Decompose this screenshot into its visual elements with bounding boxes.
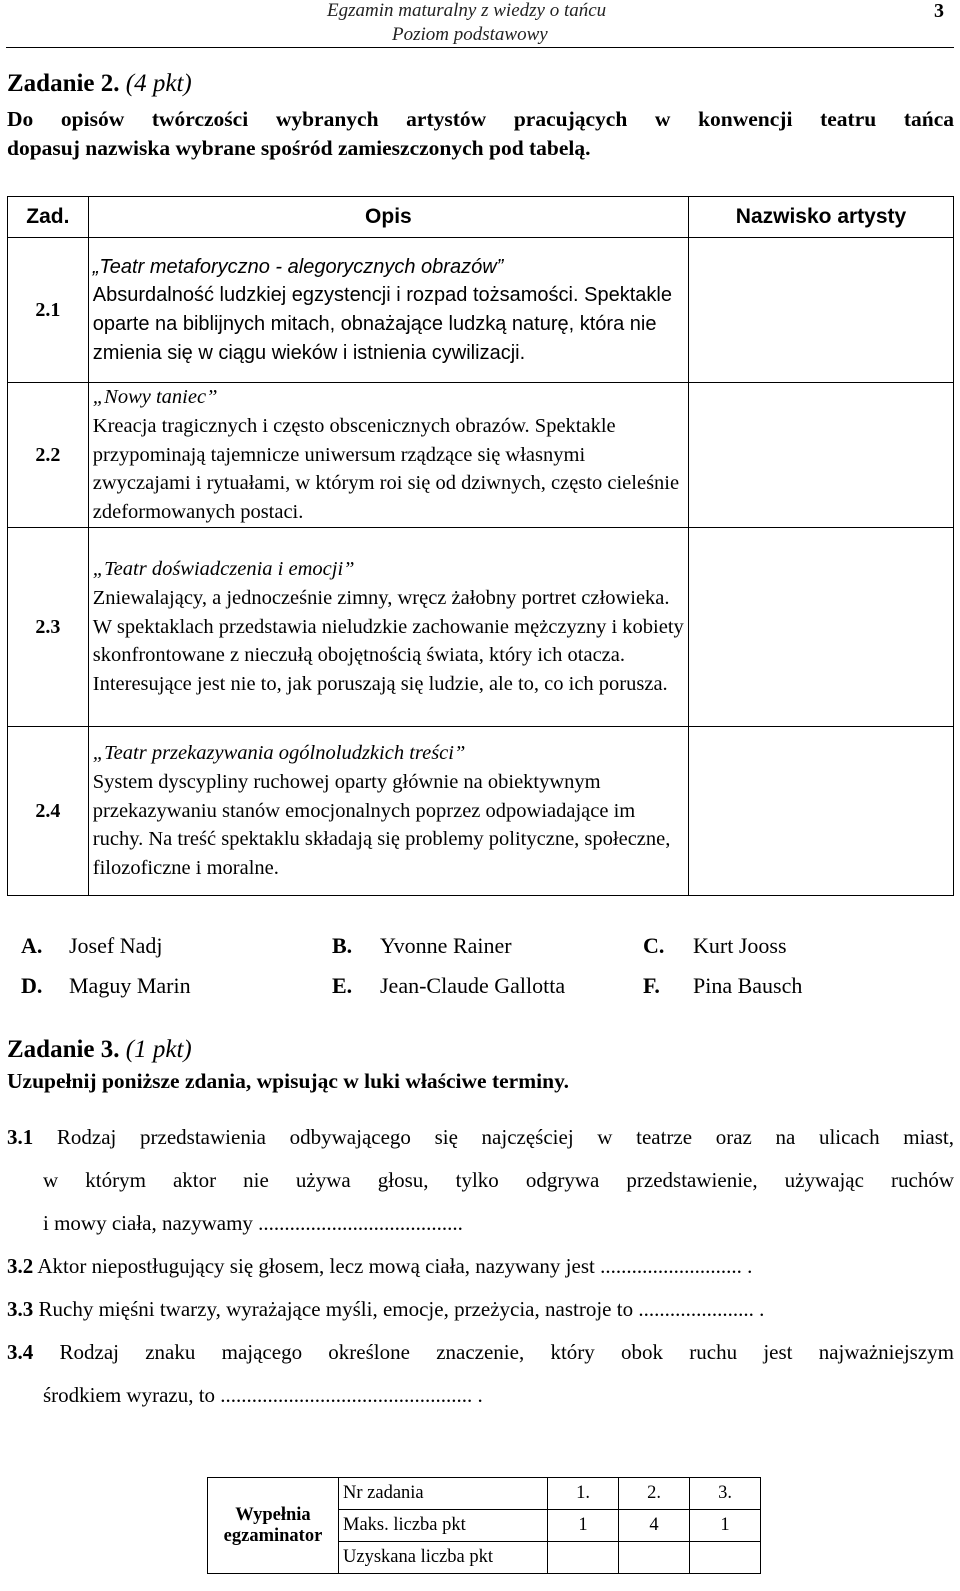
table-row	[8, 727, 954, 896]
option-name: Jean-Claude Gallotta	[380, 973, 566, 998]
sentence-text: Rodzaj przedstawienia odbywającego się najczęściej w teatrze oraz na ulicach miast,	[56, 1125, 955, 1149]
score-cell: 4	[619, 1510, 690, 1542]
artist-options	[7, 933, 954, 1013]
row-description	[88, 238, 688, 383]
row-number: 2.3	[8, 528, 89, 727]
row-text: System dyscypliny ruchowej oparty głównie na obiektywnym przekazywaniu stanów emocjonalnych poprzez odpowiadające im ruchy. Na treść spektaklu składają się problemy polityczne, społeczne, filozoficzne i moralne.	[92, 770, 671, 880]
row-text: Kreacja tragicznych i często obscenicznych obrazów. Spektakle przypominają tajemnicze uniwersum rządzące się własnymi zwyczajami i rytuałami, w którym roi się od dziwnych, często cieleśnie zdeformowanych postaci.	[92, 414, 680, 524]
score-cell: 1	[548, 1510, 619, 1542]
obtained-score-2[interactable]	[619, 1542, 690, 1574]
answer-cell-2-3[interactable]	[689, 528, 954, 727]
score-row-label: Uzyskana liczba pkt	[339, 1542, 548, 1574]
score-cell: 1.	[548, 1478, 619, 1510]
task2-title: Zadanie 2. (4 pkt)	[7, 70, 192, 97]
option-key: A.	[21, 933, 43, 958]
option-key: B.	[332, 933, 353, 958]
sentence-gap[interactable]: środkiem wyrazu, to ................................................ .	[43, 1383, 483, 1407]
table-header-row	[8, 197, 954, 238]
sentence-text[interactable]: Aktor niepostługujący się głosem, lecz mową ciała, nazywany jest ........................... .	[37, 1254, 753, 1278]
score-cell: 2.	[619, 1478, 690, 1510]
option-key: E.	[332, 973, 353, 998]
sentence-gap[interactable]: i mowy ciała, nazywamy .......................................	[43, 1211, 463, 1235]
row-description	[88, 727, 688, 896]
row-number: 2.4	[8, 727, 89, 896]
page-header	[0, 0, 960, 48]
sentence-text: Rodzaj znaku mającego określone znaczenie, który obok ruchu jest najważniejszym	[59, 1340, 955, 1364]
table-row	[8, 383, 954, 528]
sentence-3-1	[7, 1116, 954, 1245]
row-title: „Teatr doświadczenia i emocji”	[92, 558, 355, 581]
page-number: 3	[934, 0, 944, 22]
answer-cell-2-2[interactable]	[689, 383, 954, 528]
examiner-label: Wypełnia egzaminator	[208, 1478, 339, 1574]
answer-cell-2-4[interactable]	[689, 727, 954, 896]
task3-instruction: Uzupełnij poniższe zdania, wpisując w luki właściwe terminy.	[7, 1069, 570, 1093]
score-row-label: Maks. liczba pkt	[339, 1510, 548, 1542]
sentence-text[interactable]: Ruchy mięśni twarzy, wyrażające myśli, emocje, przeżycia, nastroje to ...................... .	[38, 1297, 765, 1321]
option-name: Josef Nadj	[69, 933, 163, 958]
col-header-artist: Nazwisko artysty	[689, 197, 954, 238]
sentence-label: 3.2	[7, 1254, 34, 1278]
row-title: „Teatr przekazywania ogólnoludzkich treści”	[92, 742, 466, 765]
score-table	[207, 1477, 761, 1574]
col-header-desc: Opis	[88, 197, 688, 238]
row-title: „Nowy taniec”	[92, 386, 218, 409]
col-header-num: Zad.	[8, 197, 89, 238]
score-cell: 3.	[690, 1478, 761, 1510]
row-text: Zniewalający, a jednocześnie zimny, wręcz żałobny portret człowieka. W spektaklach przedstawia nieludzkie zachowanie mężczyzny i kobiety skonfrontowane z nieczułą obojętnością świata, który ich otacza. Interesujące jest nie to, jak poruszają się ludzie, ale to, co ich porusza.	[92, 586, 684, 696]
option-key: F.	[643, 973, 660, 998]
row-number: 2.2	[8, 383, 89, 528]
row-description	[88, 383, 688, 528]
option-name: Kurt Jooss	[693, 933, 787, 958]
task2-instruction-line1: Do opisów twórczości wybranych artystów pracujących w konwencji teatru tańca	[7, 107, 954, 131]
sentence-text: w którym aktor nie używa głosu, tylko odgrywa przedstawienie, używając ruchów	[43, 1168, 954, 1192]
row-title: „Teatr metaforyczno - alegorycznych obrazów”	[92, 255, 504, 278]
row-number: 2.1	[8, 238, 89, 383]
header-rule	[6, 47, 954, 48]
exam-level: Poziom podstawowy	[392, 24, 548, 45]
table-row	[8, 238, 954, 383]
sentence-3-2	[7, 1245, 954, 1288]
sentence-label: 3.1	[7, 1125, 34, 1149]
row-text: Absurdalność ludzkiej egzystencji i rozpad tożsamości. Spektakle oparte na biblijnych mitach, obnażające ludzką naturę, która nie zmienia się w ciągu wieków i istnienia cywilizacji.	[92, 284, 672, 364]
score-cell: 1	[690, 1510, 761, 1542]
sentence-label: 3.3	[7, 1297, 34, 1321]
option-name: Yvonne Rainer	[380, 933, 512, 958]
task2-table	[7, 196, 954, 896]
obtained-score-1[interactable]	[548, 1542, 619, 1574]
score-row-label: Nr zadania	[339, 1478, 548, 1510]
option-name: Pina Bausch	[693, 973, 803, 998]
sentence-label: 3.4	[7, 1340, 34, 1364]
task2-instruction-line2: dopasuj nazwiska wybrane spośród zamieszczonych pod tabelą.	[7, 136, 591, 160]
option-key: C.	[643, 933, 665, 958]
table-row	[8, 528, 954, 727]
answer-cell-2-1[interactable]	[689, 238, 954, 383]
row-description	[88, 528, 688, 727]
obtained-score-3[interactable]	[690, 1542, 761, 1574]
sentence-3-3	[7, 1288, 954, 1331]
option-name: Maguy Marin	[69, 973, 191, 998]
exam-title: Egzamin maturalny z wiedzy o tańcu	[327, 0, 607, 21]
option-key: D.	[21, 973, 43, 998]
task3-title: Zadanie 3. (1 pkt)	[7, 1036, 192, 1063]
sentence-3-4	[7, 1331, 954, 1417]
